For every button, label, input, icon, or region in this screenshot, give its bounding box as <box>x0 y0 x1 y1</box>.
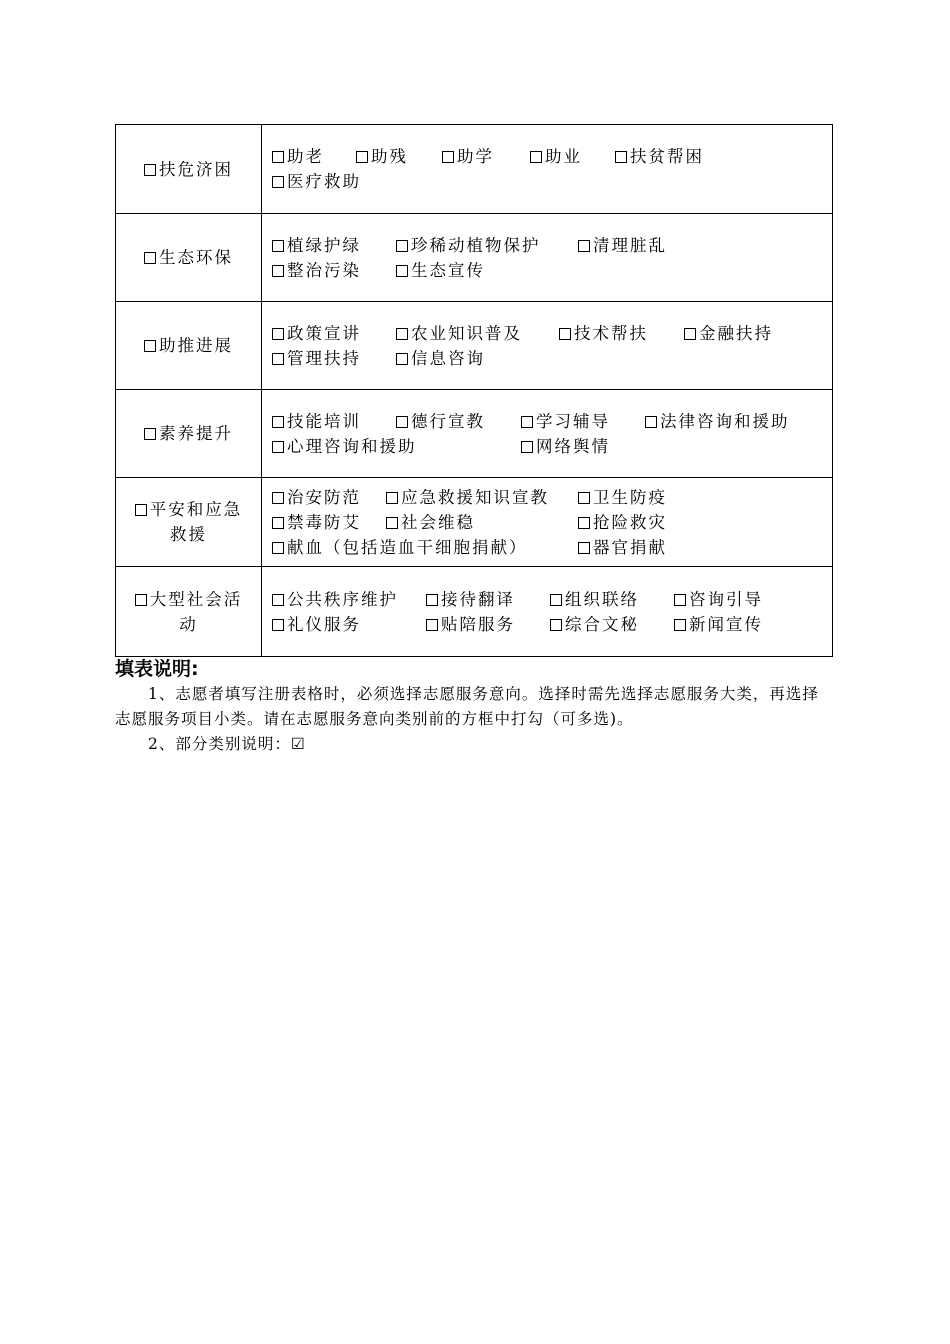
subcategory-label: 网络舆情 <box>536 436 610 456</box>
subcategory-label: 治安防范 <box>287 487 361 507</box>
category-option[interactable] <box>130 497 248 547</box>
category-row <box>116 302 833 390</box>
subcategory-option[interactable] <box>356 144 408 169</box>
subcategory-option[interactable] <box>272 485 361 510</box>
subcategory-option[interactable] <box>426 612 515 637</box>
subcategory-label: 组织联络 <box>565 589 639 609</box>
subcategory-option[interactable] <box>426 587 515 612</box>
checkbox[interactable] <box>272 353 284 365</box>
checkbox[interactable] <box>559 328 571 340</box>
instruction-item-1: 1、志愿者填写注册表格时，必须选择志愿服务意向。选择时需先选择志愿服务大类，再选择志愿服务项目小类。请在志愿服务意向类别前的方框中打勾（可多选)。 <box>115 685 819 728</box>
subcategory-label: 技能培训 <box>287 411 361 431</box>
checkbox[interactable] <box>674 619 686 631</box>
subcategory-label: 清理脏乱 <box>593 235 667 255</box>
instructions-title: 填表说明: <box>115 658 199 680</box>
checkbox[interactable] <box>272 328 284 340</box>
category-option[interactable] <box>130 587 248 637</box>
checkbox[interactable] <box>386 492 398 504</box>
category-cell <box>116 567 262 657</box>
subcategory-label: 整治污染 <box>287 260 361 280</box>
subcategory-option[interactable] <box>272 346 361 371</box>
subcategory-option[interactable] <box>386 485 549 510</box>
options-cell <box>262 125 833 214</box>
subcategory-label: 社会维稳 <box>401 512 475 532</box>
subcategory-option[interactable] <box>674 587 763 612</box>
checkbox[interactable] <box>272 619 284 631</box>
subcategory-option[interactable] <box>272 258 361 283</box>
category-cell <box>116 125 262 214</box>
subcategory-option[interactable] <box>442 144 494 169</box>
subcategory-label: 珍稀动植物保护 <box>411 235 541 255</box>
subcategory-option[interactable] <box>272 510 361 535</box>
category-row <box>116 567 833 657</box>
subcategory-label: 德行宣教 <box>411 411 485 431</box>
checkbox[interactable] <box>135 594 147 606</box>
subcategory-label: 抢险救灾 <box>593 512 667 532</box>
checkbox[interactable] <box>645 416 657 428</box>
checkbox[interactable] <box>386 517 398 529</box>
options-line <box>272 321 832 346</box>
subcategory-label: 医疗救助 <box>287 172 361 191</box>
subcategory-label: 法律咨询和援助 <box>660 411 790 431</box>
subcategory-option[interactable] <box>578 535 667 560</box>
category-option[interactable] <box>144 421 233 446</box>
service-category-table <box>115 124 833 657</box>
subcategory-option[interactable] <box>530 144 582 169</box>
checkbox[interactable] <box>578 492 590 504</box>
checkbox[interactable] <box>396 353 408 365</box>
options-cell <box>262 302 833 390</box>
checkbox[interactable] <box>396 416 408 428</box>
subcategory-option[interactable] <box>272 535 528 560</box>
subcategory-option[interactable] <box>272 321 361 346</box>
category-row <box>116 125 833 214</box>
category-label: 助推进展 <box>159 336 233 355</box>
subcategory-label: 献血（包括造血干细胞捐献） <box>287 537 528 557</box>
subcategory-label: 信息咨询 <box>411 348 485 368</box>
form-instructions <box>115 656 833 757</box>
options-line <box>272 612 832 637</box>
subcategory-label: 助老 <box>287 147 324 166</box>
subcategory-option[interactable] <box>674 612 763 637</box>
checkbox[interactable] <box>144 428 156 440</box>
subcategory-option[interactable] <box>272 233 361 258</box>
checkbox[interactable] <box>426 594 438 606</box>
checkbox[interactable] <box>272 517 284 529</box>
subcategory-option[interactable] <box>578 510 667 535</box>
category-row <box>116 478 833 567</box>
options-line <box>272 346 832 371</box>
checkbox[interactable] <box>272 151 284 163</box>
checkbox[interactable] <box>578 542 590 554</box>
checkbox[interactable] <box>521 416 533 428</box>
subcategory-option[interactable] <box>615 144 704 169</box>
checkbox[interactable] <box>272 240 284 252</box>
options-line <box>272 169 832 194</box>
checkbox[interactable] <box>426 619 438 631</box>
checkbox[interactable] <box>521 441 533 453</box>
category-label: 平安和应急救援 <box>149 500 243 544</box>
subcategory-label: 助残 <box>371 147 408 166</box>
checkbox[interactable] <box>615 151 627 163</box>
subcategory-option[interactable] <box>550 612 639 637</box>
checkbox[interactable] <box>135 504 147 516</box>
subcategory-label: 技术帮扶 <box>574 323 648 343</box>
subcategory-option[interactable] <box>272 434 417 459</box>
options-line <box>272 485 832 510</box>
subcategory-label: 政策宣讲 <box>287 323 361 343</box>
subcategory-label: 贴陪服务 <box>441 614 515 634</box>
subcategory-label: 学习辅导 <box>536 411 610 431</box>
subcategory-label: 卫生防疫 <box>593 487 667 507</box>
checkbox[interactable] <box>550 619 562 631</box>
category-cell <box>116 302 262 390</box>
checkbox[interactable] <box>530 151 542 163</box>
subcategory-label: 公共秩序维护 <box>287 589 398 609</box>
checkbox[interactable] <box>272 492 284 504</box>
options-cell <box>262 567 833 657</box>
checkbox[interactable] <box>272 542 284 554</box>
subcategory-option[interactable] <box>396 258 485 283</box>
category-option[interactable] <box>144 245 233 270</box>
options-line <box>272 144 832 169</box>
options-line <box>272 409 832 434</box>
options-cell <box>262 390 833 478</box>
subcategory-option[interactable] <box>272 409 361 434</box>
subcategory-label: 农业知识普及 <box>411 323 522 343</box>
subcategory-label: 应急救援知识宣教 <box>401 487 549 507</box>
checkbox[interactable] <box>272 176 284 188</box>
checkbox[interactable] <box>272 594 284 606</box>
checkbox[interactable] <box>144 340 156 352</box>
options-line <box>272 587 832 612</box>
subcategory-label: 助学 <box>457 147 494 166</box>
subcategory-option[interactable] <box>521 409 610 434</box>
checkbox[interactable] <box>578 240 590 252</box>
subcategory-label: 扶贫帮困 <box>630 147 704 166</box>
subcategory-label: 器官捐献 <box>593 537 667 557</box>
subcategory-label: 接待翻译 <box>441 589 515 609</box>
subcategory-label: 植绿护绿 <box>287 235 361 255</box>
subcategory-option[interactable] <box>386 510 475 535</box>
checkbox[interactable] <box>272 441 284 453</box>
checkbox[interactable] <box>442 151 454 163</box>
subcategory-label: 生态宣传 <box>411 260 485 280</box>
subcategory-label: 礼仪服务 <box>287 614 361 634</box>
subcategory-option[interactable] <box>272 612 361 637</box>
subcategory-option[interactable] <box>272 587 398 612</box>
options-line <box>272 233 832 258</box>
options-cell <box>262 478 833 567</box>
category-label: 大型社会活动 <box>149 589 243 634</box>
subcategory-option[interactable] <box>578 485 667 510</box>
checkbox[interactable] <box>674 594 686 606</box>
checkbox[interactable] <box>144 164 156 176</box>
category-cell <box>116 390 262 478</box>
instruction-item-2: 2、部分类别说明：☑ <box>148 735 306 753</box>
options-line <box>272 535 832 560</box>
category-cell <box>116 478 262 567</box>
subcategory-option[interactable] <box>645 409 790 434</box>
checkbox[interactable] <box>550 594 562 606</box>
checkbox[interactable] <box>272 265 284 277</box>
subcategory-option[interactable] <box>684 321 773 346</box>
checkbox[interactable] <box>272 416 284 428</box>
checkbox[interactable] <box>578 517 590 529</box>
subcategory-option[interactable] <box>396 346 485 371</box>
subcategory-option[interactable] <box>396 321 522 346</box>
category-row <box>116 390 833 478</box>
checkbox[interactable] <box>396 328 408 340</box>
subcategory-option[interactable] <box>396 409 485 434</box>
category-option[interactable] <box>144 157 233 182</box>
subcategory-option[interactable] <box>550 587 639 612</box>
subcategory-option[interactable] <box>272 169 361 194</box>
subcategory-label: 新闻宣传 <box>689 614 763 634</box>
category-label: 扶危济困 <box>159 159 233 179</box>
checkbox[interactable] <box>144 252 156 264</box>
subcategory-option[interactable] <box>396 233 541 258</box>
subcategory-label: 心理咨询和援助 <box>287 436 417 456</box>
category-option[interactable] <box>144 333 233 358</box>
category-cell <box>116 214 262 302</box>
checkbox[interactable] <box>356 151 368 163</box>
checkbox[interactable] <box>684 328 696 340</box>
subcategory-label: 综合文秘 <box>565 614 639 634</box>
options-line <box>272 510 832 535</box>
category-row <box>116 214 833 302</box>
subcategory-option[interactable] <box>578 233 667 258</box>
subcategory-label: 金融扶持 <box>699 323 773 343</box>
subcategory-option[interactable] <box>272 144 324 169</box>
options-line <box>272 434 832 459</box>
subcategory-label: 助业 <box>545 147 582 166</box>
checkbox[interactable] <box>396 265 408 277</box>
subcategory-label: 咨询引导 <box>689 589 763 609</box>
subcategory-label: 管理扶持 <box>287 348 361 368</box>
options-cell <box>262 214 833 302</box>
subcategory-option[interactable] <box>521 434 610 459</box>
options-line <box>272 258 832 283</box>
volunteer-category-form <box>115 124 833 657</box>
subcategory-label: 禁毒防艾 <box>287 512 361 532</box>
category-label: 素养提升 <box>159 424 233 443</box>
subcategory-option[interactable] <box>559 321 648 346</box>
checkbox[interactable] <box>396 240 408 252</box>
category-label: 生态环保 <box>159 248 233 267</box>
